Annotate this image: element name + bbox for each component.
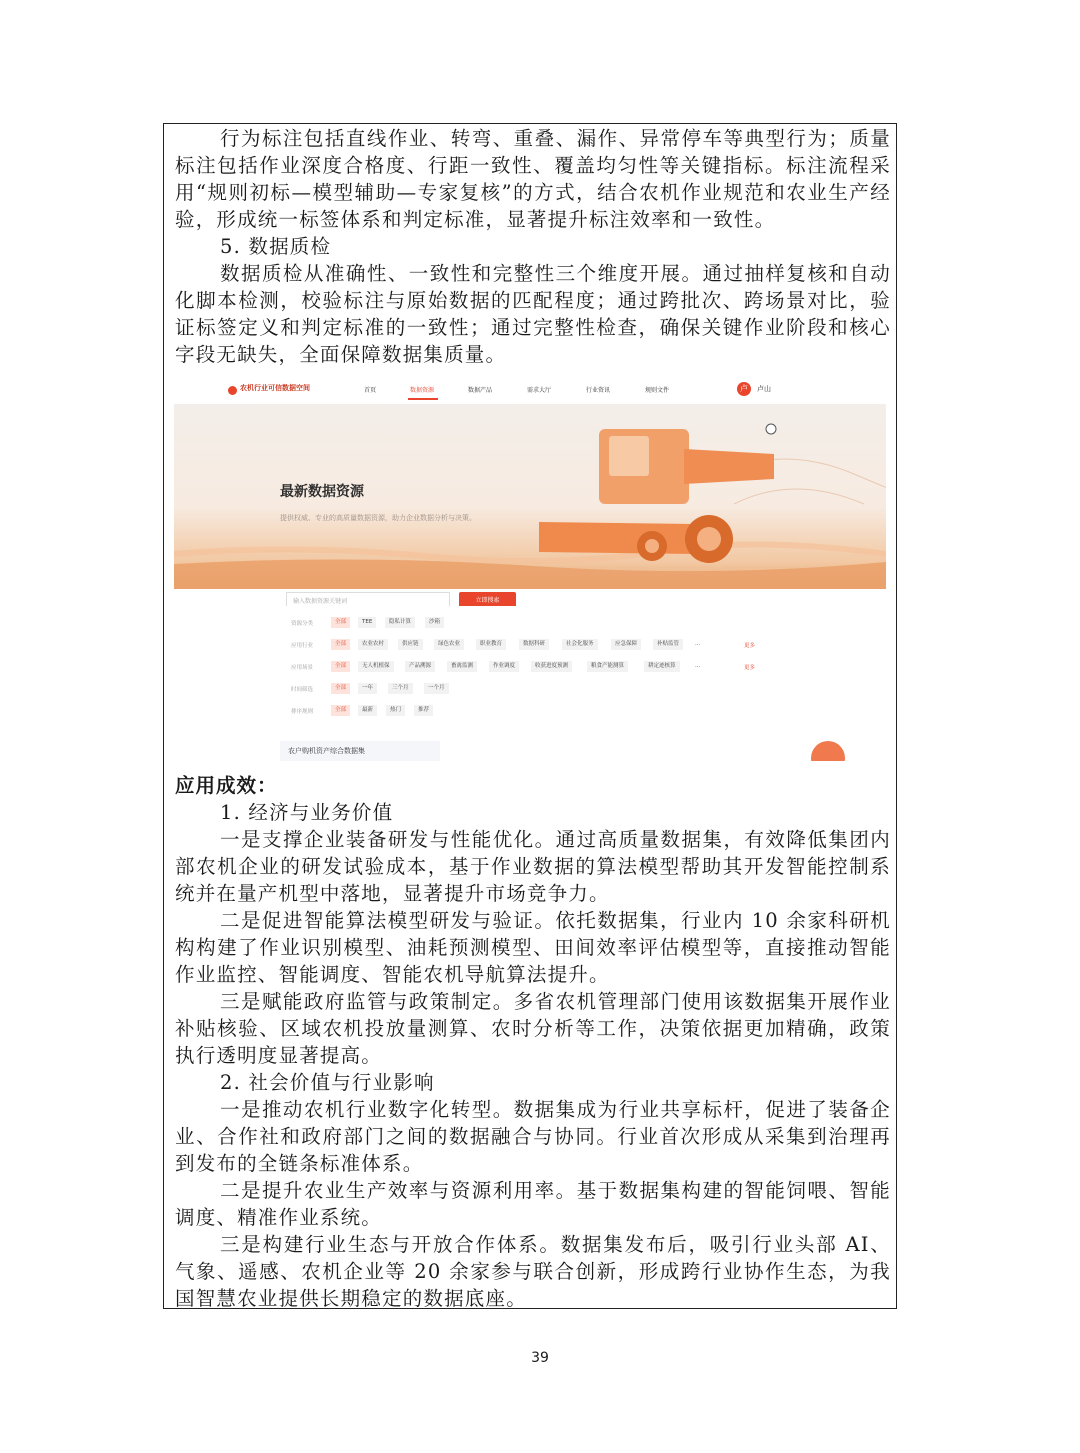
search-button[interactable]: 立即搜索	[459, 592, 516, 609]
page-number: 39	[531, 1350, 549, 1366]
search-input[interactable]: 输入数据资源关键词	[286, 592, 450, 609]
filter-chip[interactable]: TEE	[358, 617, 376, 628]
filter-chip[interactable]: 耕定迹核算	[644, 661, 680, 672]
filter-chip[interactable]: 供应链	[398, 639, 423, 650]
section-heading: 应用成效：	[175, 774, 278, 797]
nav-item[interactable]: 需求大厅	[527, 387, 552, 394]
paragraph-economic-1: 一是支撑企业装备研发与性能优化。通过高质量数据集，有效降低集团内部农机企业的研发试验成本，基于作业数据的算法模型帮助其开发智能控制系统并在量产机型中落地，显著提升市场竞争力。	[175, 828, 891, 905]
filter-chip[interactable]: 三个月	[388, 683, 413, 694]
filter-chip[interactable]: 收获进度预测	[531, 661, 572, 672]
filter-chip[interactable]: 推荐	[414, 705, 433, 716]
banner-subtitle: 提供权威、专业的高质量数据资源，助力企业数据分析与决策。	[280, 514, 476, 522]
paragraph-social-1: 一是推动农机行业数字化转型。数据集成为行业共享标杆，促进了装备企业、合作社和政府部门之间的数据融合与协同。行业首次形成从采集到治理再到发布的全链条标准体系。	[175, 1098, 891, 1175]
filter-row	[274, 660, 779, 674]
more-link[interactable]: 更多	[744, 665, 756, 671]
filter-chip[interactable]: 全部	[331, 683, 350, 694]
paragraph-quality-check: 数据质检从准确性、一致性和完整性三个维度开展。通过抽样复核和自动化脚本检测，校验标注与原始数据的匹配程度；通过跨批次、跨场景对比，验证标签定义和判定标准的一致性；通过完整性检查，确保关键作业阶段和核心字段无缺失，全面保障数据集质量。	[175, 262, 891, 366]
filter-chip[interactable]: 全部	[331, 661, 350, 672]
nav-item[interactable]: 首页	[364, 387, 377, 394]
filter-label: 应用行业	[291, 643, 314, 649]
filter-chip[interactable]: 畜禽监测	[447, 661, 477, 672]
paragraph-social-3: 三是构建行业生态与开放合作体系。数据集发布后，吸引行业头部 AI、气象、遥感、农机企业等 20 余家参与联合创新，形成跨行业协作生态，为我国智慧农业提供长期稳定的数据底座。	[175, 1233, 891, 1310]
nav-item[interactable]: 数据产品	[468, 387, 493, 394]
filter-chip[interactable]: 沙箱	[425, 617, 444, 628]
filter-chip[interactable]: 无人机植保	[358, 661, 394, 672]
filter-chip[interactable]: 补贴监管	[653, 639, 683, 650]
filter-chip[interactable]: 作业调度	[489, 661, 519, 672]
paragraph-economic-3: 三是赋能政府监管与政策制定。多省农机管理部门使用该数据集开展作业补贴核验、区域农机投放量测算、农时分析等工作，决策依据更加精确，政策执行透明度显著提高。	[175, 990, 891, 1067]
filter-label: 资源分类	[291, 621, 314, 627]
paragraph-social-2: 二是提升农业生产效率与资源利用率。基于数据集构建的智能饲喂、智能调度、精准作业系统。	[175, 1179, 891, 1229]
nav-item[interactable]: 规则文件	[645, 387, 670, 394]
filter-chip[interactable]: 全部	[331, 705, 350, 716]
paragraph-annotation: 行为标注包括直线作业、转弯、重叠、漏作、异常停车等典型行为；质量标注包括作业深度合格度、行距一致性、覆盖均匀性等关键指标。标注流程采用“规则初标—模型辅助—专家复核”的方式，结合农机作业规范和农业生产经验，形成统一标签体系和判定标准，显著提升标注效率和一致性。	[175, 127, 891, 231]
hero-banner	[174, 404, 886, 605]
filter-panel	[274, 606, 779, 726]
filter-chip[interactable]: 全部	[331, 639, 350, 650]
filter-chip[interactable]: 一个月	[424, 683, 449, 694]
site-logo: 农机行业可信数据空间	[240, 384, 310, 392]
heading-economic-value: 1. 经济与业务价值	[220, 801, 394, 824]
site-nav	[174, 376, 886, 404]
nav-active-indicator	[408, 398, 438, 400]
dataset-card-title[interactable]: 农户购机资产综合数据集	[280, 741, 440, 761]
filter-chip[interactable]: 一年	[358, 683, 377, 694]
heading-quality-check: 5. 数据质检	[220, 235, 332, 258]
filter-row	[274, 616, 779, 630]
filter-label: 时间筛选	[291, 687, 314, 693]
filter-row	[274, 682, 779, 696]
filter-chip[interactable]: 数据科研	[519, 639, 549, 650]
website-screenshot	[174, 376, 886, 761]
heading-social-value: 2. 社会价值与行业影响	[220, 1071, 435, 1094]
filter-chip[interactable]: 全部	[331, 617, 350, 628]
paragraph-economic-2: 二是促进智能算法模型研发与验证。依托数据集，行业内 10 余家科研机构构建了作业识别模型、油耗预测模型、田间效率评估模型等，直接推动智能作业监控、智能调度、智能农机导航算法提升。	[175, 909, 891, 986]
filter-row	[274, 704, 779, 718]
logo-icon	[228, 386, 237, 395]
nav-item[interactable]: 行业资讯	[586, 387, 611, 394]
filter-chip[interactable]: 应急保障	[611, 639, 641, 650]
filter-chip[interactable]: 隐私计算	[385, 617, 415, 628]
banner-title: 最新数据资源	[280, 484, 364, 500]
filter-chip[interactable]: 粮食产能测算	[587, 661, 628, 672]
filter-chip[interactable]: 社会化服务	[562, 639, 598, 650]
filter-chip[interactable]: 农业农村	[358, 639, 388, 650]
user-name[interactable]: 卢山	[757, 385, 771, 393]
filter-chip[interactable]: 产品溯源	[405, 661, 435, 672]
more-link[interactable]: 更多	[744, 643, 756, 649]
filter-label: 排序规则	[291, 709, 314, 715]
filter-label: 应用场景	[291, 665, 314, 671]
avatar[interactable]: 卢	[737, 382, 751, 396]
filter-row	[274, 638, 779, 652]
filter-chip[interactable]: 职业教育	[476, 639, 506, 650]
filter-chip: ...	[695, 663, 701, 669]
filter-chip[interactable]: 最新	[358, 705, 377, 716]
filter-chip[interactable]: 热门	[386, 705, 405, 716]
filter-chip[interactable]: 绿色农业	[434, 639, 464, 650]
floating-action-button[interactable]	[811, 741, 845, 761]
nav-item[interactable]: 数据资源	[410, 387, 435, 394]
filter-chip: ...	[695, 641, 701, 647]
